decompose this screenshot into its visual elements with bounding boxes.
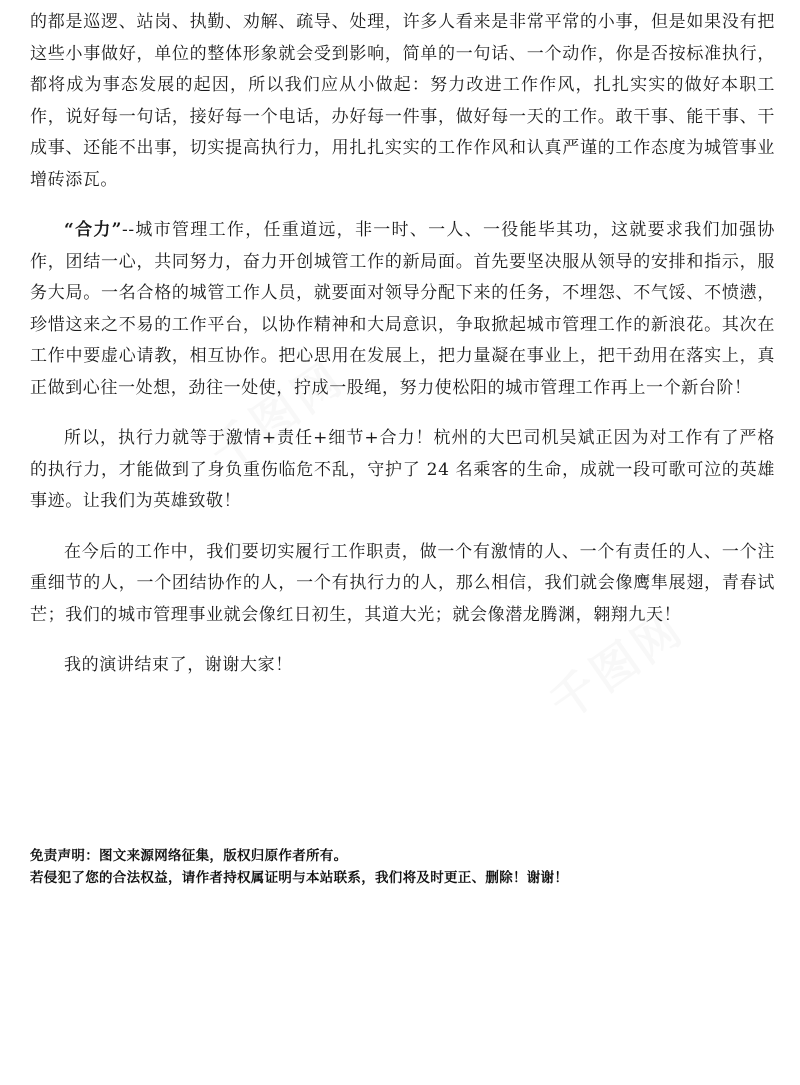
paragraph-text: 的都是巡逻、站岗、执勤、劝解、疏导、处理，许多人看来是非常平常的小事，但是如果没有把这些小事做好，单位的整体形象就会受到影响，简单的一句话、一个动作，你是否按标准执行，都将成为事态发展的起因，所以我们应从小做起：努力改进工作作风，扎扎实实的做好本职工作，说好每一句话，接好每一个电话，办好每一件事，做好每一天的工作。敢干事、能干事、干成事、还能不出事，切实提高执行力，用扎扎实实的工作作风和认真严谨的工作态度为城管事业增砖添瓦。	[30, 12, 775, 190]
watermark: 千图网	[199, 350, 354, 481]
disclaimer-line-1: 免责声明：图文来源网络征集，版权归原作者所有。	[30, 848, 348, 864]
paragraph-text: 我的演讲结束了，谢谢大家！	[64, 655, 293, 675]
paragraph-work-style	[30, 7, 775, 196]
paragraph-text: 所以，执行力就等于激情+责任+细节+合力！杭州的大巴司机吴斌正因为对工作有了严格的执行力，才能做到了身负重伤临危不乱，守护了 24 名乘客的生命，成就一段可歌可泣的英雄事迹。让我们为英雄致敬！	[30, 428, 775, 511]
paragraph-closing	[30, 650, 775, 682]
paragraph-text: --城市管理工作，任重道远，非一时、一人、一役能毕其功，这就要求我们加强协作，团结一心，共同努力，奋力开创城管工作的新局面。首先要坚决服从领导的安排和指示，服务大局。一名合格的城管工作人员，就要面对领导分配下来的任务，不埋怨、不气馁、不愤懑，珍惜这来之不易的工作平台，以协作精神和大局意识，争取掀起城市管理工作的新浪花。其次在工作中要虚心请教，相互协作。把心思用在发展上，把力量凝在事业上，把干劲用在落实上，真正做到心往一处想，劲往一处使，拧成一股绳，努力使松阳的城市管理工作再上一个新台阶！	[30, 220, 775, 398]
paragraph-future-work	[30, 537, 775, 632]
watermark: 千图网	[539, 600, 694, 731]
paragraph-execution-formula	[30, 423, 775, 518]
disclaimer	[30, 845, 775, 889]
disclaimer-line-2: 若侵犯了您的合法权益，请作者持权属证明与本站联系，我们将及时更正、删除！谢谢！	[30, 870, 569, 886]
paragraph-joint-force	[30, 215, 775, 404]
paragraph-text: 在今后的工作中，我们要切实履行工作职责，做一个有激情的人、一个有责任的人、一个注重细节的人，一个团结协作的人，一个有执行力的人，那么相信，我们就会像鹰隼展翅，青春试芒；我们的城市管理事业就会像红日初生，其道大光；就会像潜龙腾渊，翱翔九天！	[30, 541, 775, 625]
speech-body	[30, 7, 775, 701]
paragraph-lead: “合力”	[64, 220, 123, 240]
